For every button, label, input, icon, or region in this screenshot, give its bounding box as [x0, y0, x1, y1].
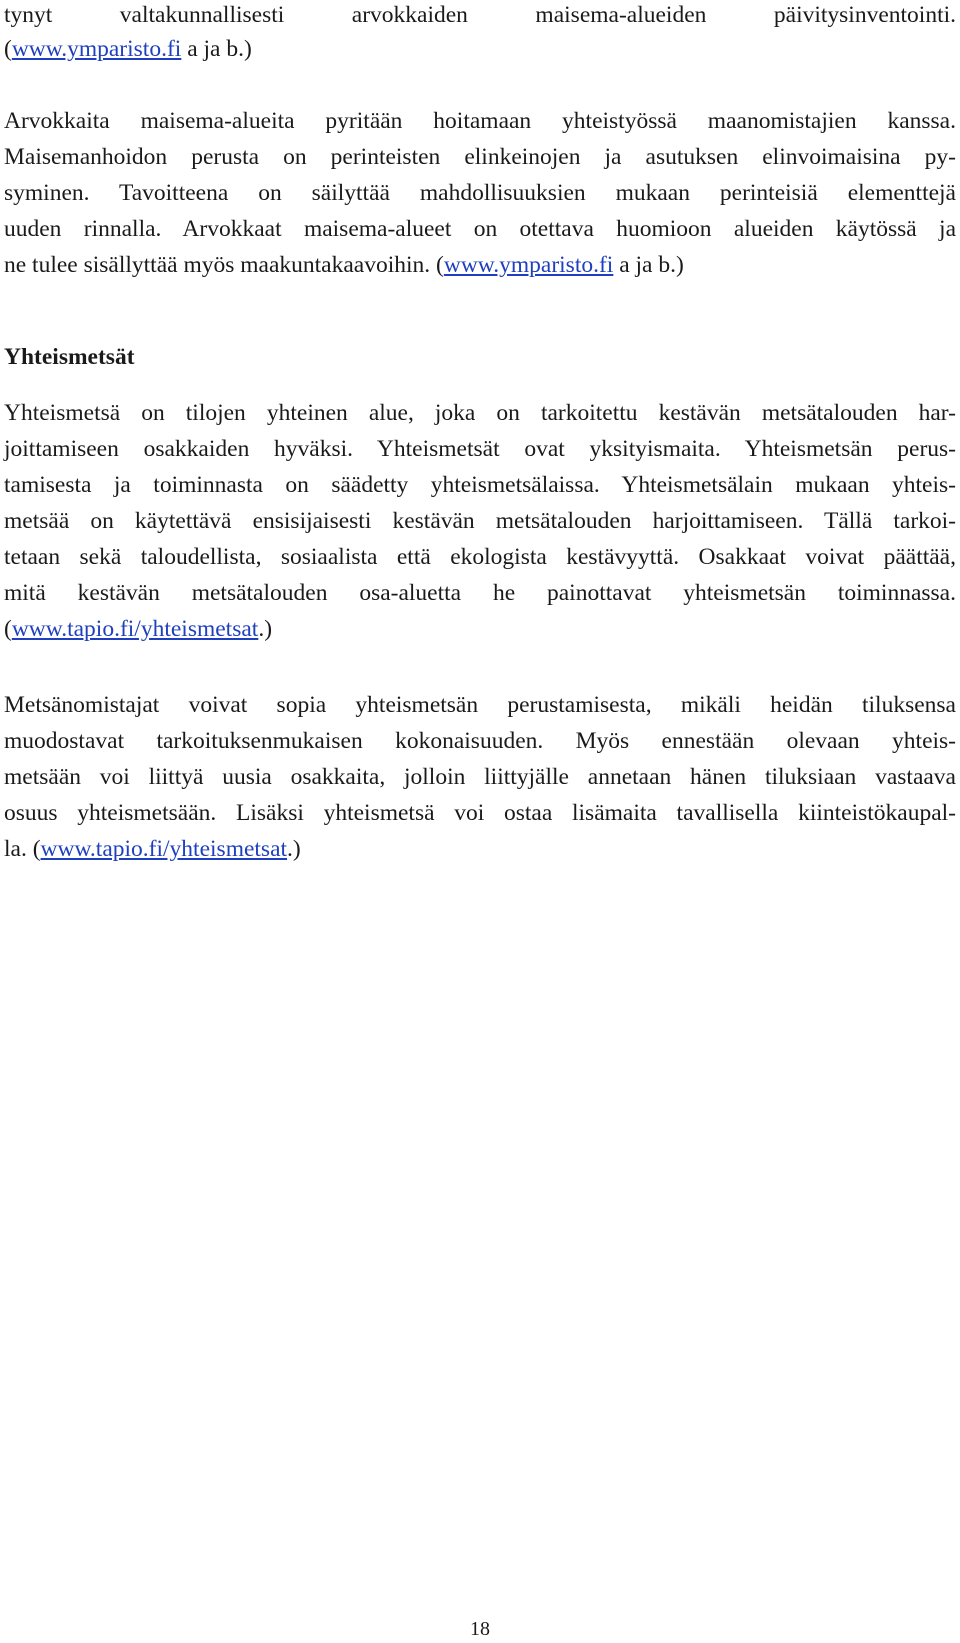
paragraph-3-line-1: Yhteismetsä on tilojen yhteinen alue, joka on tarkoitettu kestävän metsätalouden har- — [4, 400, 956, 426]
paren-open: ( — [4, 36, 12, 62]
paragraph-1-line-1: tynyt valtakunnallisesti arvokkaiden maisema-alueiden päivitysinventointi. — [4, 2, 956, 28]
ymparisto-link[interactable]: www.ymparisto.fi — [443, 252, 614, 278]
paragraph-3-line-4: metsää on käytettävä ensisijaisesti kestävän metsätalouden harjoittamiseen. Tällä tarkoi- — [4, 508, 956, 534]
tapio-link[interactable]: www.tapio.fi/yhteismetsat — [11, 616, 259, 642]
paragraph-2-line-1: Arvokkaita maisema-alueita pyritään hoitamaan yhteistyössä maanomistajien kanssa. — [4, 108, 956, 134]
paragraph-4-line-5 — [4, 834, 956, 864]
reference-suffix: a ja b.) — [181, 36, 252, 62]
paragraph-2-line-2: Maisemanhoidon perusta on perinteisten elinkeinojen ja asutuksen elinvoimaisina py- — [4, 144, 956, 170]
paragraph-1-line-2 — [4, 34, 956, 64]
paren-open: ( — [4, 616, 12, 642]
paragraph-2-line-3: syminen. Tavoitteena on säilyttää mahdollisuuksien mukaan perinteisiä elementtejä — [4, 180, 956, 206]
reference-suffix: a ja b.) — [613, 252, 684, 278]
paragraph-4-line-2: muodostavat tarkoituksenmukaisen kokonaisuuden. Myös ennestään olevaan yhteis- — [4, 728, 956, 754]
paragraph-4-line-1: Metsänomistajat voivat sopia yhteismetsän perustamisesta, mikäli heidän tiluksensa — [4, 692, 956, 718]
paragraph-2-line-5-text: ne tulee sisällyttää myös maakuntakaavoihin. ( — [4, 252, 444, 278]
paragraph-2-line-4: uuden rinnalla. Arvokkaat maisema-alueet on otettava huomioon alueiden käytössä ja — [4, 216, 956, 242]
paragraph-3-line-6: mitä kestävän metsätalouden osa-aluetta he painottavat yhteismetsän toiminnassa. — [4, 580, 956, 606]
paragraph-3-line-5: tetaan sekä taloudellista, sosiaalista että ekologista kestävyyttä. Osakkaat voivat päättää, — [4, 544, 956, 570]
page-number: 18 — [470, 1618, 490, 1640]
paragraph-4-line-3: metsään voi liittyä uusia osakkaita, jolloin liittyjälle annetaan hänen tiluksiaan vastaava — [4, 764, 956, 790]
paragraph-4-line-5-text: la. ( — [4, 836, 41, 862]
reference-suffix: .) — [258, 616, 273, 642]
paragraph-2-line-5 — [4, 250, 956, 280]
tapio-link[interactable]: www.tapio.fi/yhteismetsat — [40, 836, 288, 862]
paragraph-4-line-4: osuus yhteismetsään. Lisäksi yhteismetsä voi ostaa lisämaita tavallisella kiinteistökaupal- — [4, 800, 956, 826]
paragraph-3-line-7 — [4, 614, 956, 644]
paragraph-3-line-2: joittamiseen osakkaiden hyväksi. Yhteismetsät ovat yksityismaita. Yhteismetsän perus- — [4, 436, 956, 462]
paragraph-3-line-3: tamisesta ja toiminnasta on säädetty yhteismetsälaissa. Yhteismetsälain mukaan yhteis- — [4, 472, 956, 498]
section-heading: Yhteismetsät — [4, 344, 135, 370]
reference-suffix: .) — [287, 836, 301, 862]
ymparisto-link[interactable]: www.ymparisto.fi — [11, 36, 182, 62]
